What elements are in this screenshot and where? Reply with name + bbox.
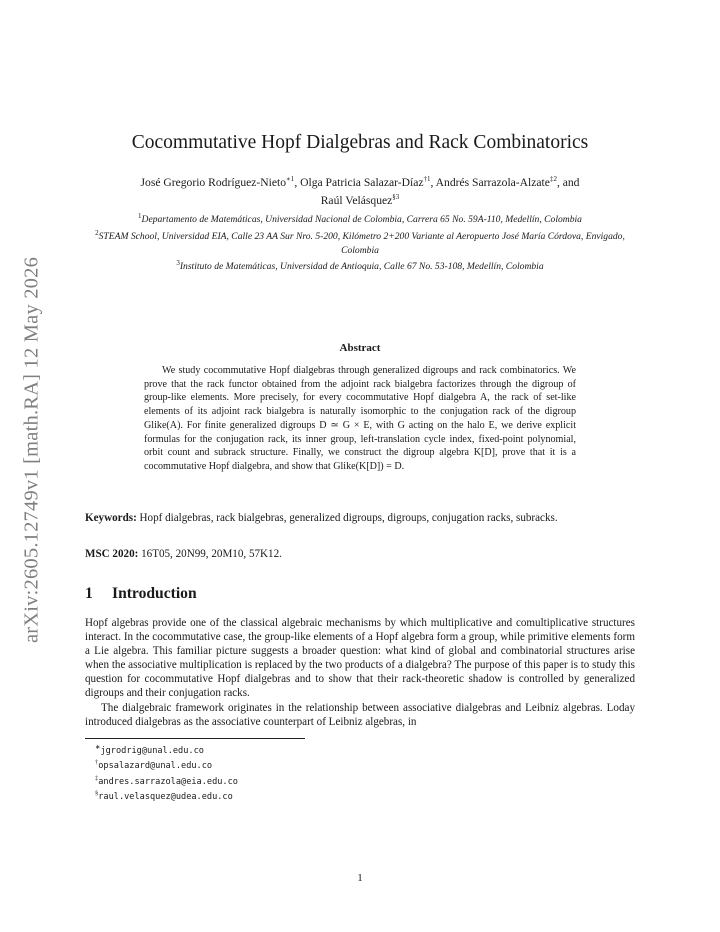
arxiv-identifier: arXiv:2605.12749v1 [math.RA] 12 May 2026 [20,256,43,644]
msc-classification [85,548,635,560]
affiliation: $^3$Instituto de Matemáticas, Universidad de Antioquia, Calle 67 No. 53-108, Medellín, Colombia [176,259,544,273]
keywords-label: Keywords: [85,512,137,524]
section-heading [85,585,197,603]
affiliation: $^2$STEAM School, Universidad EIA, Calle 23 AA Sur Nro. 5-200, Kilómetro 2+200 Variante al Aeropuerto José María Córdova, Envigado, Colombia [95,228,625,256]
section-number: 1 [85,585,93,602]
author-name: Raúl Velásquez [320,193,393,207]
msc-label: MSC 2020: [85,548,139,560]
author-mark: ‡2 [549,175,557,183]
paper-title: Cocommutative Hopf Dialgebras and Rack Combinatorics [131,132,589,153]
section-title: Introduction [112,585,197,602]
arxiv-sidebar [12,240,52,660]
footnotes [95,742,238,804]
footnote: §raul.velasquez@udea.edu.co [95,790,233,803]
affiliations [86,210,634,274]
paragraph: Hopf algebras provide one of the classical algebraic mechanisms by which multiplicative and comultiplicative structures interact. In the cocommutative case, the group-like elements of a Hopf algebra form a group, while primitive elements form a Lie algebra. This familiar picture suggests a broader question: what kind of global and combinatorial structures arise when the associative multiplication is replaced by the two products of a dialgebra? The purpose of this paper is to study this question for cocommutative Hopf dialgebras and to show that their rack-theoretic shadow is controlled by generalized digroups and their conjugation racks. [85,617,635,700]
affiliation: $^1$Departamento de Matemáticas, Universidad Nacional de Colombia, Carrera 65 No. 59A-110, Medellín, Colombia [138,212,582,226]
page-number: 1 [357,872,363,884]
footnote: ∗jgrodrig@unal.edu.co [95,744,204,756]
footnote: ‡andres.sarrazola@eia.edu.co [95,774,238,787]
author-mark: ∗1 [286,175,295,183]
author-mark: †1 [423,175,431,183]
keywords-text: Hopf dialgebras, rack bialgebras, generalized digroups, digroups, conjugation racks, subracks. [139,512,558,524]
author-list: José Gregorio Rodríguez-Nieto$^{∗1}$, Olga Patricia Salazar-Díaz$^{\dagger 1}$, Andrés Sarrazola-Alzate$^{\ddagger 2}$, and Raúl Velásquez$^{\S 3}$ [140,175,580,207]
abstract-text: We study cocommutative Hopf dialgebras through generalized digroups and rack combinatorics. We prove that the rack functor obtained from the adjoint rack bialgebra factorizes through the digroup of group-like elements. More precisely, for every cocommutative Hopf dialgebra A, the rack of set-like elements of its adjoint rack bialgebra is naturally isomorphic to the conjugation rack of the digroup Glike(A). For finite generalized digroups D ≃ G × E, with G acting on the halo E, we derive explicit formulas for the conjugation rack, its inner group, left-translation cycle index, fixed-point polynomial, orbit count and subrack structure. Finally, we construct the digroup algebra K[D], prove that it is a cocommutative Hopf dialgebra, and show that Glike(K[D]) = D. [144,365,576,472]
keywords [85,511,635,527]
paragraph: The dialgebraic framework originates in the relationship between associative dialgebras and Leibniz algebras. Loday introduced dialgebras as the associative counterpart of Leibniz algebras, in [85,701,635,728]
author-name: Andrés Sarrazola-Alzate [435,175,550,189]
body-text [85,616,635,729]
footnote: †opsalazard@unal.edu.co [95,759,213,772]
footnote-rule [85,738,305,739]
author-name: Olga Patricia Salazar-Díaz [300,175,424,189]
author-name: José Gregorio Rodríguez-Nieto [140,175,287,189]
abstract-heading: Abstract [339,342,381,354]
msc-text: 16T05, 20N99, 20M10, 57K12. [141,548,282,560]
author-mark: §3 [392,192,400,201]
